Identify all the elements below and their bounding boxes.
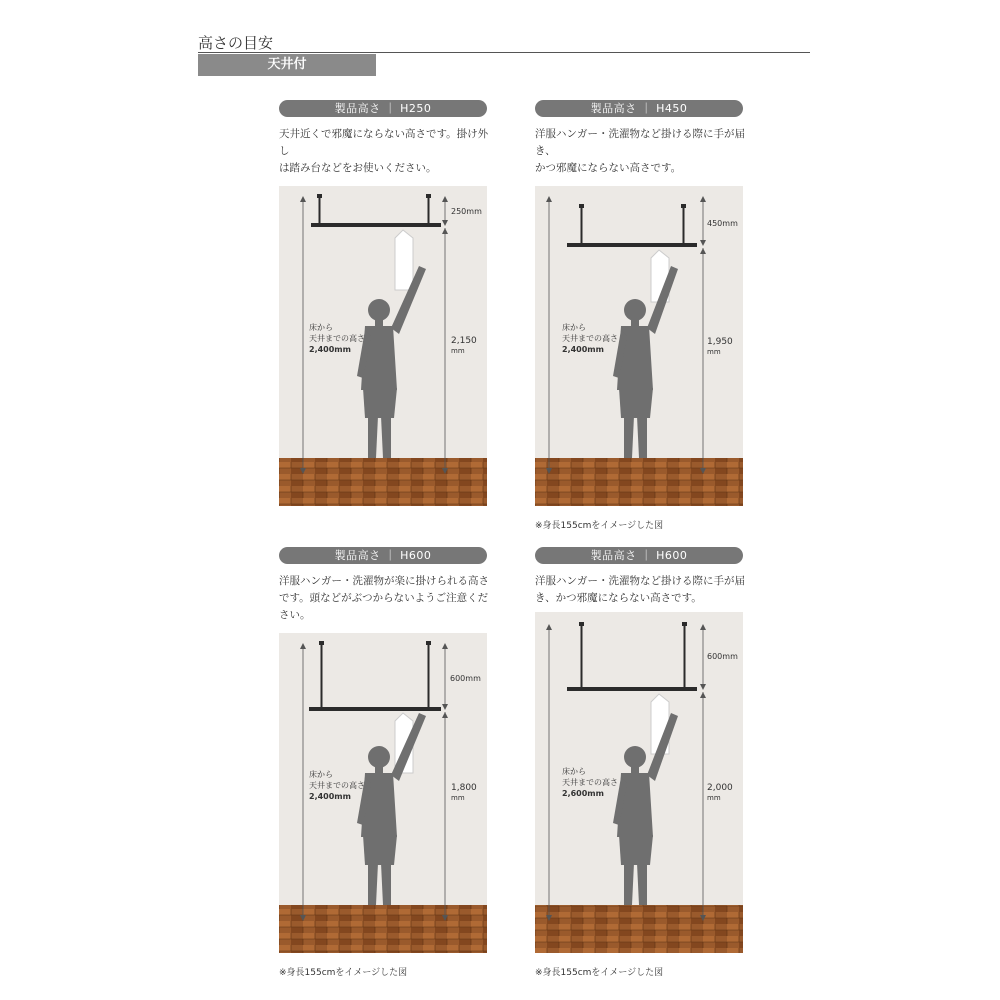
description-line: 洋服ハンガー・洗濯物など掛ける際に手が届: [535, 575, 745, 587]
top-dimension-label: 600mm: [450, 674, 481, 683]
height-diagram-photo: [279, 186, 487, 506]
top-dimension-label: 250mm: [451, 207, 482, 216]
top-dimension-label: 450mm: [707, 219, 738, 228]
height-diagram-photo: [535, 612, 743, 953]
bar-height-value: 1,800: [451, 783, 477, 793]
description-line: 洋服ハンガー・洗濯物が楽に掛けられる高さ: [279, 575, 489, 587]
footnote: ※身長155cmをイメージした図: [535, 521, 664, 531]
bar-height-unit: mm: [707, 794, 721, 802]
room-height-label-line2: 天井までの高さ: [309, 781, 365, 790]
room-height-label-line2: 天井までの高さ: [309, 334, 365, 343]
bar-height-value: 2,150: [451, 336, 477, 346]
description-line: かつ邪魔にならない高さです。: [535, 162, 682, 174]
description-line: さい。: [279, 609, 311, 621]
ceiling-mount-right: [426, 194, 431, 198]
wood-floor: [535, 458, 743, 506]
wood-floor: [279, 905, 487, 953]
room-height-value: 2,400mm: [309, 792, 351, 801]
room-height-value: 2,400mm: [562, 345, 604, 354]
ceiling-mount-right: [681, 204, 686, 208]
room-height-label-line2: 天井までの高さ: [562, 778, 618, 787]
description-line: 洋服ハンガー・洗濯物など掛ける際に手が届き、: [535, 128, 745, 157]
bar-height-unit: mm: [707, 348, 721, 356]
bar-height-unit: mm: [451, 794, 465, 802]
product-height-badge: 製品高さ ｜ H250: [279, 100, 487, 117]
description: [535, 573, 747, 607]
shirt-on-hanger: [395, 230, 413, 290]
ceiling-mount-right: [426, 641, 431, 645]
section-tab: 天井付: [198, 54, 376, 76]
title-divider: [198, 52, 810, 53]
room-height-label-line1: 床から: [309, 323, 333, 332]
bar-height-value: 1,950: [707, 337, 733, 347]
ceiling-mount-left: [579, 204, 584, 208]
wood-floor: [535, 905, 743, 953]
hanger-bar: [567, 687, 697, 691]
wood-floor: [279, 458, 487, 506]
room-height-label-line1: 床から: [309, 770, 333, 779]
ceiling-mount-left: [579, 622, 584, 626]
footnote: ※身長155cmをイメージした図: [279, 968, 408, 978]
hanger-bar: [567, 243, 697, 247]
hanger-bar: [309, 707, 441, 711]
room-height-label-line1: 床から: [562, 767, 586, 776]
description-line: き、かつ邪魔にならない高さです。: [535, 592, 702, 604]
ceiling-mount-left: [317, 194, 322, 198]
top-dimension-label: 600mm: [707, 652, 738, 661]
room-height-value: 2,400mm: [309, 345, 351, 354]
height-diagram-photo: [279, 633, 487, 953]
ceiling-mount-right: [682, 622, 687, 626]
room-height-label-line1: 床から: [562, 323, 586, 332]
description: [535, 126, 747, 177]
product-height-badge: 製品高さ ｜ H600: [535, 547, 743, 564]
page-title: 高さの目安: [198, 34, 274, 52]
bar-height-unit: mm: [451, 347, 465, 355]
hanger-bar: [311, 223, 441, 227]
room-height-value: 2,600mm: [562, 789, 604, 798]
description-line: は踏み台などをお使いください。: [279, 162, 437, 174]
description-line: です。頭などがぶつからないようご注意くだ: [279, 592, 489, 604]
height-diagram-photo: [535, 186, 743, 506]
ceiling-mount-left: [319, 641, 324, 645]
product-height-badge: 製品高さ ｜ H600: [279, 547, 487, 564]
room-height-label-line2: 天井までの高さ: [562, 334, 618, 343]
bar-height-value: 2,000: [707, 783, 733, 793]
product-height-badge: 製品高さ ｜ H450: [535, 100, 743, 117]
description: [279, 573, 491, 624]
description: [279, 126, 491, 177]
footnote: ※身長155cmをイメージした図: [535, 968, 664, 978]
description-line: 天井近くで邪魔にならない高さです。掛け外し: [279, 128, 489, 157]
